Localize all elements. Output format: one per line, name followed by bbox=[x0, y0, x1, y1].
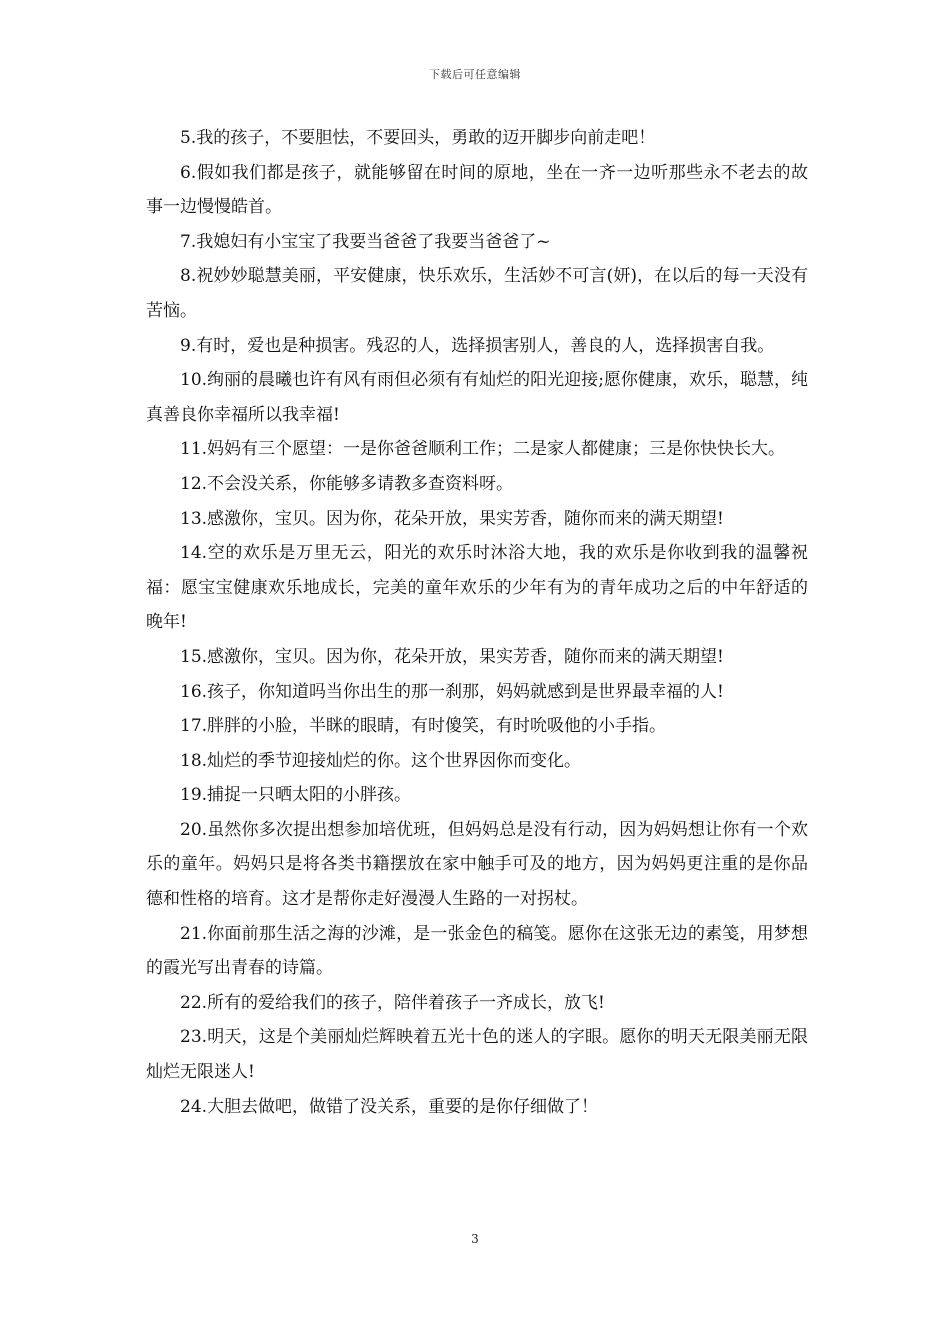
paragraph-15: 15.感激你，宝贝。因为你，花朵开放，果实芳香，随你而来的满天期望! bbox=[180, 646, 724, 667]
paragraph-19: 19.捕捉一只晒太阳的小胖孩。 bbox=[180, 785, 412, 806]
paragraph-23: 23.明天，这是个美丽灿烂辉映着五光十色的迷人的字眼。愿你的明天无限美丽无限灿烂无限迷人! bbox=[146, 1027, 808, 1083]
document-body bbox=[146, 121, 808, 1124]
paragraph-14: 14.空的欢乐是万里无云，阳光的欢乐时沐浴大地，我的欢乐是你收到我的温馨祝福：愿宝宝健康欢乐地成长，完美的童年欢乐的少年有为的青年成功之后的中年舒适的晚年! bbox=[146, 543, 808, 633]
paragraph-10: 10.绚丽的晨曦也许有风有雨但必须有有灿烂的阳光迎接;愿你健康，欢乐，聪慧，纯真善良你幸福所以我幸福! bbox=[146, 370, 808, 425]
paragraph-16: 16.孩子，你知道吗当你出生的那一刹那，妈妈就感到是世界最幸福的人! bbox=[180, 681, 724, 702]
paragraph-21: 21.你面前那生活之海的沙滩，是一张金色的稿笺。愿你在这张无边的素笺，用梦想的霞光写出青春的诗篇。 bbox=[146, 923, 808, 979]
paragraph-20: 20.虽然你多次提出想参加培优班，但妈妈总是没有行动，因为妈妈想让你有一个欢乐的童年。妈妈只是将各类书籍摆放在家中触手可及的地方，因为妈妈更注重的是你品德和性格的培育。这才是帮你走好漫漫人生路的一对拐杖。 bbox=[146, 819, 808, 910]
paragraph-18: 18.灿烂的季节迎接灿烂的你。这个世界因你而变化。 bbox=[180, 750, 582, 771]
paragraph-8: 8.祝妙妙聪慧美丽，平安健康，快乐欢乐，生活妙不可言(妍)，在以后的每一天没有苦恼。 bbox=[146, 266, 808, 321]
paragraph-12: 12.不会没关系，你能够多请教多查资料呀。 bbox=[180, 473, 514, 494]
paragraph-22: 22.所有的爱给我们的孩子，陪伴着孩子一齐成长，放飞! bbox=[180, 992, 605, 1013]
paragraph-11: 11.妈妈有三个愿望：一是你爸爸顺利工作；二是家人都健康；三是你快快长大。 bbox=[180, 439, 786, 460]
paragraph-9: 9.有时，爱也是种损害。残忍的人，选择损害别人，善良的人，选择损害自我。 bbox=[180, 335, 775, 356]
page-number: 3 bbox=[471, 1232, 479, 1246]
paragraph-7: 7.我媳妇有小宝宝了我要当爸爸了我要当爸爸了~ bbox=[180, 231, 551, 252]
paragraph-5: 5.我的孩子，不要胆怯，不要回头，勇敢的迈开脚步向前走吧！ bbox=[180, 128, 656, 148]
paragraph-24: 24.大胆去做吧，做错了没关系，重要的是你仔细做了！ bbox=[180, 1096, 599, 1117]
paragraph-6: 6.假如我们都是孩子，就能够留在时间的原地，坐在一齐一边听那些永不老去的故事一边慢慢皓首。 bbox=[146, 162, 808, 218]
paragraph-17: 17.胖胖的小脸，半眯的眼睛，有时傻笑，有时吮吸他的小手指。 bbox=[180, 716, 667, 737]
page-header: 下载后可任意编辑 bbox=[429, 68, 521, 81]
paragraph-13: 13.感激你，宝贝。因为你，花朵开放，果实芳香，随你而来的满天期望! bbox=[180, 508, 724, 529]
